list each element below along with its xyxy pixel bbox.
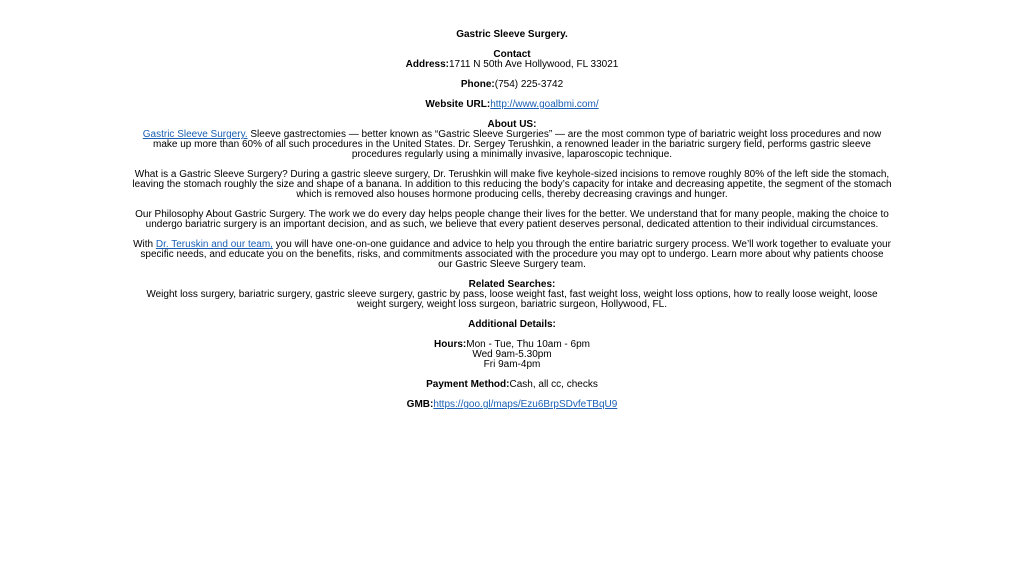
hours-section: [132, 340, 892, 370]
gmb-line: [132, 400, 892, 410]
payment-line: [132, 380, 892, 390]
phone-value: (754) 225-3742: [494, 79, 564, 90]
hours-label: Hours:: [434, 339, 467, 350]
website-label: Website URL:: [425, 99, 491, 110]
related-searches-section: [132, 280, 892, 310]
about-p4-prefix: With: [133, 239, 156, 250]
website-line: [132, 100, 892, 110]
payment-value: Cash, all cc, checks: [509, 379, 598, 390]
about-p3-text: Our Philosophy About Gastric Surgery. The work we do every day helps people change their lives for the better. We understand that for many people, making the choice to undergo bariatric surgery is an important decision, and as such, we believe that every patient deserves personal, dedicated attention to their individual circumstances.: [135, 209, 889, 230]
gastric-sleeve-link[interactable]: Gastric Sleeve Surgery.: [142, 129, 248, 140]
about-p1-text: Sleeve gastrectomies — better known as “Gastric Sleeve Surgeries” — are the most common type of bariatric weight loss procedures and now make up more than 60% of all such procedures in the United States. Dr. Sergey Terushkin, a renowned leader in the bariatric surgery field, performs gastric sleeve procedures regularly using a minimally invasive, laparoscopic technique.: [153, 129, 882, 160]
related-heading: Related Searches:: [468, 279, 556, 290]
document-title: [132, 30, 892, 40]
about-p4-text: you will have one-on-one guidance and advice to help you through the entire bariatric surgery process. We’ll work together to evaluate your specific needs, and educate you on the benefits, risks, and commitments associated with the procedure you may opt to undergo. Learn more about why patients choose our Gastric Sleeve Surgery team.: [140, 239, 891, 270]
contact-section: [132, 50, 892, 70]
about-paragraph-3: [132, 210, 892, 230]
address-line: [132, 60, 892, 70]
about-paragraph-1: [132, 120, 892, 160]
address-value: 1711 N 50th Ave Hollywood, FL 33021: [448, 59, 619, 70]
details-heading: Additional Details:: [468, 319, 556, 330]
gmb-link[interactable]: https://goo.gl/maps/Ezu6BrpSDvfeTBqU9: [433, 399, 618, 410]
website-link[interactable]: http://www.goalbmi.com/: [490, 99, 599, 110]
phone-line: [132, 80, 892, 90]
address-label: Address:: [405, 59, 449, 70]
title-text: Gastric Sleeve Surgery.: [456, 29, 568, 40]
about-p2-text: What is a Gastric Sleeve Surgery? During a gastric sleeve surgery, Dr. Terushkin will make five keyhole-sized incisions to remove roughly 80% of the left side the stomach, leaving the stomach roughly the size and shape of a banana. In addition to this reducing the body’s capacity for intake and decreasing appetite, the segment of the stomach which is removed also houses hormone producing cells, thereby decreasing cravings and hunger.: [132, 169, 892, 200]
contact-heading: Contact: [493, 49, 531, 60]
additional-details-heading-block: [132, 320, 892, 330]
about-paragraph-4: [132, 240, 892, 270]
phone-label: Phone:: [460, 79, 495, 90]
about-paragraph-2: [132, 170, 892, 200]
team-link[interactable]: Dr. Teruskin and our team,: [155, 239, 273, 250]
about-heading: About US:: [487, 119, 537, 130]
related-text: Weight loss surgery, bariatric surgery, gastric sleeve surgery, gastric by pass, loose weight fast, fast weight loss, weight loss options, how to really loose weight, loose weight surgery, weight loss surgeon, bariatric surgeon, Hollywood, FL.: [146, 289, 878, 310]
payment-label: Payment Method:: [426, 379, 510, 390]
hours-value-1: Mon - Tue, Thu 10am - 6pm: [466, 339, 590, 350]
hours-line-2: Wed 9am-5.30pm: [472, 349, 552, 360]
gmb-label: GMB:: [406, 399, 434, 410]
hours-line-3: Fri 9am-4pm: [483, 359, 541, 370]
document-body: [132, 30, 892, 410]
